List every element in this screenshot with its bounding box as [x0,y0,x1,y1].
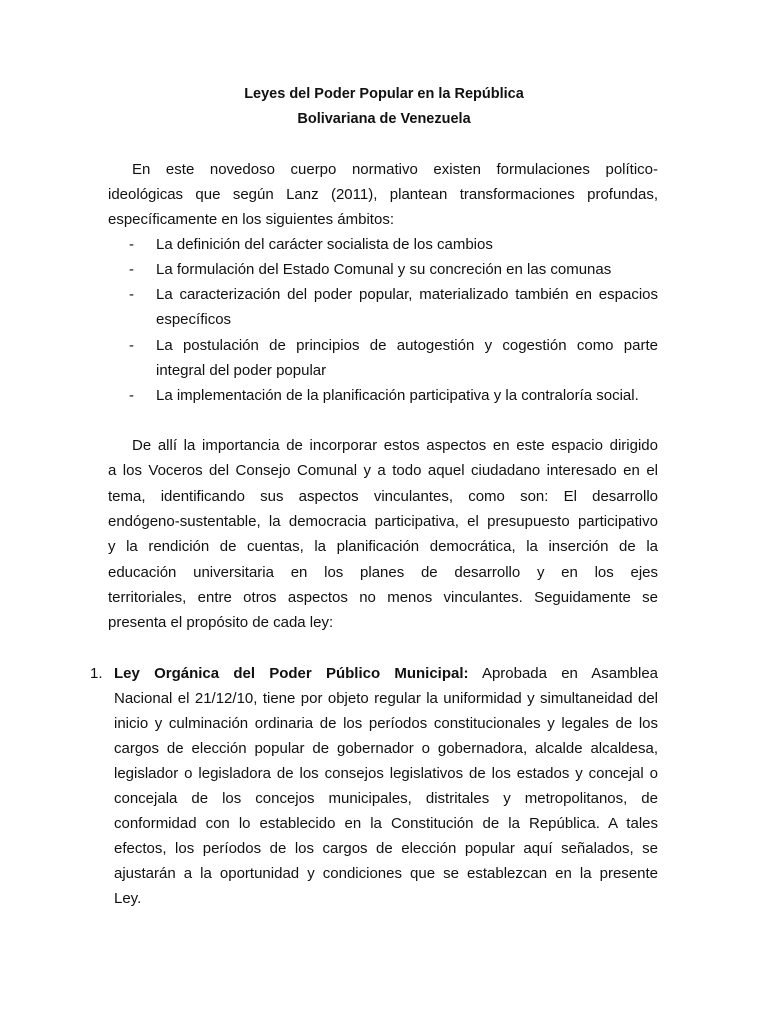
bullet-item-2: La formulación del Estado Comunal y su concreción en las comunas [156,261,612,278]
law-1-line-7: conformidad con lo establecido en la Constitución de la República. A tales [114,815,658,832]
bullet-marker: - [129,261,134,278]
title-line-1: Leyes del Poder Popular en la República [244,86,524,102]
para2-line-7: territoriales, entre otros aspectos no menos vinculantes. Seguidamente se [108,589,658,606]
intro-line-3: específicamente en los siguientes ámbitos: [108,211,394,228]
law-1-line-3: inicio y culminación ordinaria de los períodos constitucionales y legales de los [114,715,658,732]
para2-line-5: y la rendición de cuentas, la planificación democrática, la inserción de la [108,538,658,555]
para2-line-1: De allí la importancia de incorporar estos aspectos en este espacio dirigido [132,437,658,454]
bullet-item-5: La implementación de la planificación participativa y la contraloría social. [156,387,639,404]
bullet-item-4-line-2: integral del poder popular [156,362,327,379]
bullet-item-4-line-1: La postulación de principios de autogestión y cogestión como parte [156,337,658,354]
bullet-item-3-line-2: específicos [156,311,232,328]
bullet-item-1: La definición del carácter socialista de los cambios [156,236,493,253]
law-1-line-10: Ley. [114,890,142,907]
para2-line-6: educación universitaria en los planes de desarrollo y en los ejes [108,564,658,581]
law-1-first-line [114,661,658,686]
law-1-line-4: cargos de elección popular de gobernador o gobernadora, alcalde alcaldesa, [114,740,658,757]
para2-line-3: tema, identificando sus aspectos vinculantes, como son: El desarrollo [108,488,658,505]
intro-line-2: ideológicas que según Lanz (2011), plantean transformaciones profundas, [108,186,658,203]
para2-line-2: a los Voceros del Consejo Comunal y a todo aquel ciudadano interesado en el [108,462,658,479]
law-1-name: Ley Orgánica del Poder Público Municipal: [114,665,469,682]
list-number: 1. [90,665,103,682]
title-line-2: Bolivariana de Venezuela [297,111,471,127]
para2-line-4: endógeno-sustentable, la democracia participativa, el presupuesto participativo [108,513,658,530]
law-1-line-1-rest: Aprobada en Asamblea [481,665,659,682]
bullet-marker: - [129,236,134,253]
bullet-item-3-line-1: La caracterización del poder popular, materializado también en espacios [156,286,658,303]
para2-line-8: presenta el propósito de cada ley: [108,614,334,631]
bullet-marker: - [129,337,134,354]
bullet-marker: - [129,286,134,303]
law-1-line-5: legislador o legisladora de los consejos legislativos de los estados y concejal o [114,765,658,782]
law-1-line-8: efectos, los períodos de los cargos de elección popular aquí señalados, se [114,840,658,857]
law-1-line-9: ajustarán a la oportunidad y condiciones que se establezcan en la presente [114,865,658,882]
intro-line-1: En este novedoso cuerpo normativo existen formulaciones político- [132,161,658,178]
bullet-marker: - [129,387,134,404]
law-1-line-2: Nacional el 21/12/10, tiene por objeto regular la uniformidad y simultaneidad del [114,690,658,707]
law-1-line-6: concejala de los concejos municipales, distritales y metropolitanos, de [114,790,658,807]
